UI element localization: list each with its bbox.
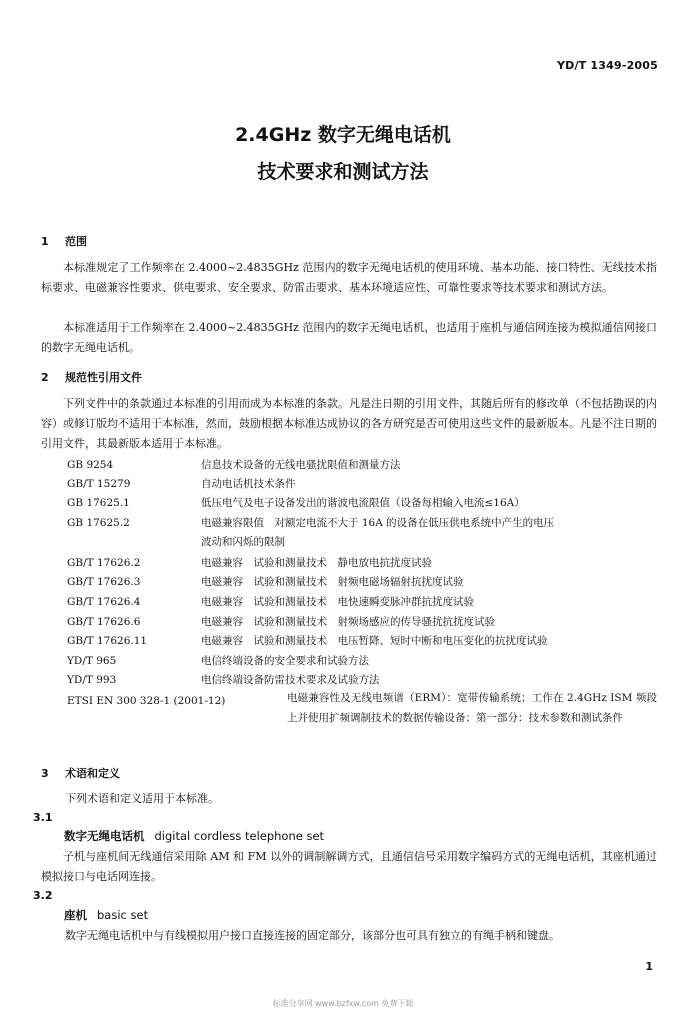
section-3-heading (41, 765, 120, 781)
reference-title: 信息技术设备的无线电骚扰限值和测量方法 (201, 459, 401, 471)
reference-row (67, 574, 464, 591)
reference-code: YD/T 965 (67, 655, 117, 667)
term-definition: 数字无绳电话机中与有线模拟用户接口直接连接的固定部分，该部分也可具有独立的有绳手柄和键盘。 (65, 929, 560, 942)
reference-title: 电磁兼容 试验和测量技术 射频电磁场辐射抗扰度试验 (201, 576, 464, 588)
reference-title: 电磁兼容 试验和测量技术 电压暂降、短时中断和电压变化的抗扰度试验 (201, 635, 548, 647)
page-number: 1 (645, 960, 653, 973)
section-number: 3 (41, 767, 49, 780)
reference-row (67, 672, 380, 689)
reference-code: GB/T 17626.6 (67, 616, 141, 628)
document-title-line1: 2.4GHz 数字无绳电话机 (235, 124, 451, 146)
section-2-intro: 下列文件中的条款通过本标准的引用而成为本标准的条款。凡是注日期的引用文件，其随后所有的修改单（不包括勘误的内容）或修订版均不适用于本标准，然而，鼓励根据本标准达成协议的各方研究是否可使用这些文件的最新版本。凡是不注日期的引用文件，其最新版本适用于本标准。 (41, 397, 657, 450)
reference-code: YD/T 993 (67, 674, 117, 686)
reference-row (67, 653, 369, 670)
section-1-paragraph-1: 本标准规定了工作频率在 2.4000~2.4835GHz 范围内的数字无绳电话机的使用环境、基本功能、接口特性、无线技术指标要求、电磁兼容性要求、供电要求、安全要求、防雷击要求、基本环境适应性、可靠性要求等技术要求和测试方法。 (41, 261, 657, 294)
reference-row (67, 594, 474, 611)
reference-code: GB/T 17626.11 (67, 635, 148, 647)
standard-code: YD/T 1349-2005 (556, 59, 658, 72)
term-chinese: 座机 (64, 908, 87, 922)
reference-code: GB 9254 (67, 459, 114, 471)
section-2-heading (41, 369, 142, 385)
reference-row (67, 476, 296, 493)
reference-title: 低压电气及电子设备发出的谐波电流限值（设备每相输入电流≤16A） (201, 497, 525, 509)
section-1-paragraph-2: 本标准适用于工作频率在 2.4000~2.4835GHz 范围内的数字无绳电话机，也适用于座机与通信网连接为模拟通信网接口的数字无绳电话机。 (41, 321, 657, 354)
term-english: basic set (97, 908, 149, 922)
term-chinese: 数字无绳电话机 (64, 829, 145, 843)
reference-code: GB/T 15279 (67, 478, 131, 490)
section-title: 规范性引用文件 (65, 371, 142, 384)
section-number: 1 (41, 235, 49, 248)
reference-code: GB/T 17626.3 (67, 576, 141, 588)
section-1-heading (41, 233, 87, 249)
term-english: digital cordless telephone set (154, 829, 325, 843)
reference-title: 自动电话机技术条件 (201, 478, 296, 490)
reference-title: 电信终端设备防雷技术要求及试验方法 (201, 674, 380, 686)
reference-row (67, 633, 548, 650)
document-title-line2: 技术要求和测试方法 (257, 161, 429, 183)
section-title: 范围 (65, 235, 87, 248)
reference-title: 电磁兼容 试验和测量技术 射频场感应的传导骚扰抗扰度试验 (201, 616, 495, 628)
reference-title-continuation: 波动和闪烁的限制 (201, 536, 285, 548)
term-heading (64, 907, 148, 923)
section-number: 2 (41, 371, 49, 384)
reference-code: GB/T 17626.4 (67, 596, 141, 608)
reference-row (67, 457, 401, 474)
term-heading (64, 828, 324, 844)
reference-row (67, 515, 554, 532)
reference-etsi-code: ETSI EN 300 328-1 (2001-12) (67, 695, 226, 707)
reference-row (67, 614, 495, 631)
term-definition: 子机与座机间无线通信采用除 AM 和 FM 以外的调制解调方式，且通信信号采用数字编码方式的无绳电话机，其座机通过模拟接口与电话网连接。 (41, 850, 657, 883)
reference-title: 电磁兼容限值 对额定电流不大于 16A 的设备在低压供电系统中产生的电压 (201, 517, 555, 529)
reference-row (67, 495, 525, 512)
reference-title: 电信终端设备的安全要求和试验方法 (201, 655, 369, 667)
reference-code: GB 17625.1 (67, 497, 130, 509)
reference-code: GB/T 17626.2 (67, 557, 141, 569)
reference-title: 电磁兼容 试验和测量技术 静电放电抗扰度试验 (201, 557, 432, 569)
reference-code: GB 17625.2 (67, 517, 130, 529)
reference-etsi-title: 电磁兼容性及无线电频谱（ERM）：宽带传输系统；工作在 2.4GHz ISM 频段上并使用扩频调制技术的数据传输设备；第一部分：技术参数和测试条件 (287, 692, 657, 724)
section-3-intro: 下列术语和定义适用于本标准。 (65, 792, 219, 805)
footer-watermark: 标准分享网 www.bzfxw.com 免费下载 (272, 999, 414, 1008)
reference-title: 电磁兼容 试验和测量技术 电快速瞬变脉冲群抗扰度试验 (201, 596, 474, 608)
section-title: 术语和定义 (65, 767, 120, 780)
reference-row (67, 555, 432, 572)
term-number: 3.2 (33, 889, 53, 902)
term-number: 3.1 (33, 811, 53, 824)
